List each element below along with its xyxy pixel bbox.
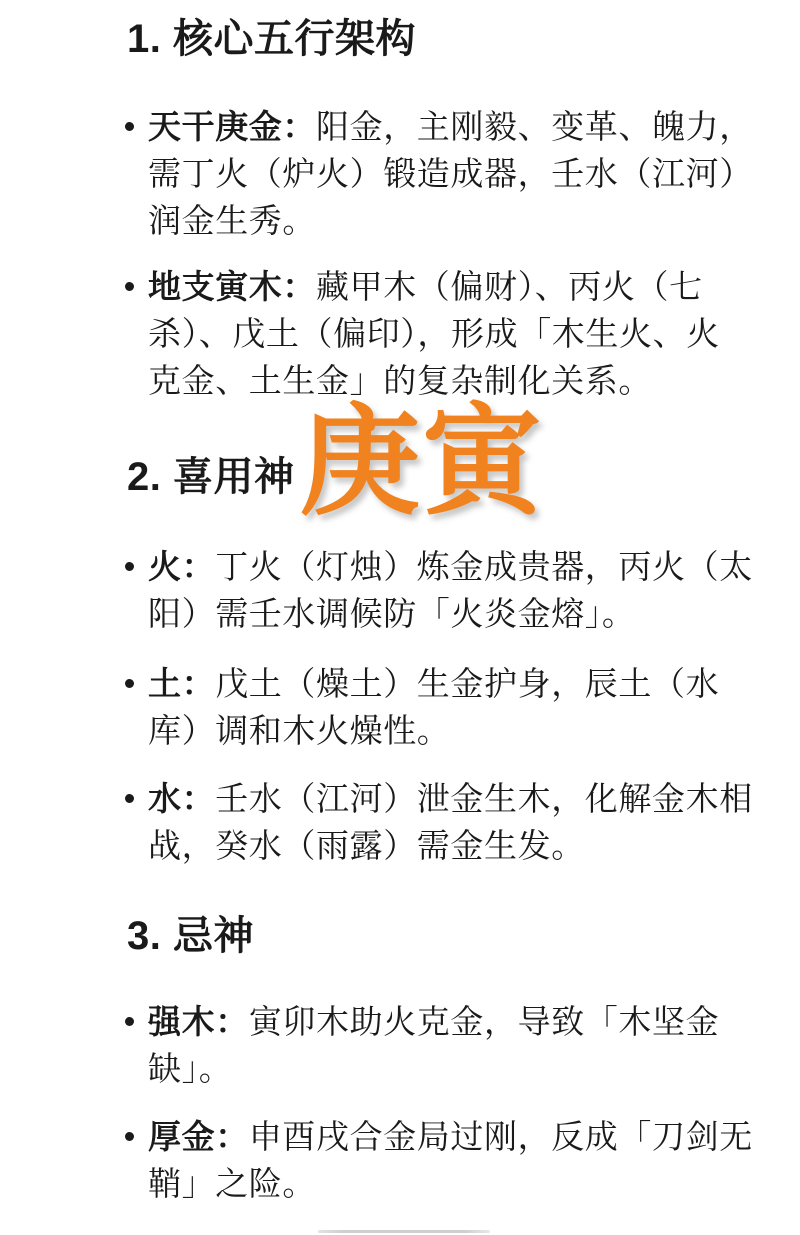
- bullet-line: 丁火（灯烛）炼金成贵器，丙火（太: [215, 548, 753, 585]
- bullet-strong-wood: [148, 998, 719, 1092]
- bullet-term: 地支寅木：: [148, 268, 316, 305]
- bullet-line: 克金、土生金」的复杂制化关系。: [148, 362, 652, 399]
- bottom-bar: [318, 1230, 490, 1233]
- bullet-line: 需丁火（炉火）锻造成器，壬水（江河）: [148, 155, 753, 192]
- section-heading-2: 2. 喜用神: [127, 455, 295, 499]
- bullet-earth: [148, 660, 719, 754]
- bullet-line: 藏甲木（偏财）、丙火（七: [316, 268, 703, 305]
- bullet-dizhi-yinmu: [148, 263, 720, 404]
- bullet-line: 申酉戌合金局过刚，反成「刀剑无: [248, 1118, 753, 1155]
- bullet-term: 土：: [148, 665, 216, 702]
- section-heading-3: 3. 忌神: [127, 914, 254, 958]
- bullet-line: 缺」。: [148, 1050, 233, 1087]
- bullet-line: 阳）需壬水调候防「火炎金熔」。: [148, 595, 636, 632]
- bullet-dot: [125, 1132, 134, 1141]
- bullet-line: 阳金，主刚毅、变革、魄力，: [316, 108, 753, 145]
- bullet-dot: [125, 122, 134, 131]
- bullet-term: 水：: [148, 780, 216, 817]
- bullet-tiangan-gengjin: [148, 103, 753, 244]
- bullet-line: 戊土（燥土）生金护身，辰土（水: [215, 665, 720, 702]
- bullet-dot: [125, 794, 134, 803]
- bullet-term: 厚金：: [148, 1118, 249, 1155]
- section-heading-1: 1. 核心五行架构: [127, 17, 416, 61]
- bullet-line: 鞘」之险。: [148, 1165, 316, 1202]
- bullet-line: 战，癸水（雨露）需金生发。: [148, 827, 585, 864]
- bullet-dot: [125, 282, 134, 291]
- bullet-line: 润金生秀。: [148, 202, 316, 239]
- bullet-term: 火：: [148, 548, 216, 585]
- watermark-text: 庚寅: [300, 395, 544, 529]
- bullet-line: 杀）、戊土（偏印），形成「木生火、火: [148, 315, 720, 352]
- bullet-dot: [125, 1017, 134, 1026]
- bullet-dot: [125, 562, 134, 571]
- bullet-term: 强木：: [148, 1003, 249, 1040]
- bullet-line: 库）调和木火燥性。: [148, 712, 451, 749]
- bullet-fire: [148, 543, 753, 637]
- bullet-line: 寅卯木助火克金，导致「木坚金: [248, 1003, 720, 1040]
- bullet-dot: [125, 679, 134, 688]
- bullet-thick-metal: [148, 1113, 753, 1207]
- bullet-water: [148, 775, 753, 869]
- bullet-term: 天干庚金：: [148, 108, 316, 145]
- bullet-line: 壬水（江河）泄金生木，化解金木相: [215, 780, 753, 817]
